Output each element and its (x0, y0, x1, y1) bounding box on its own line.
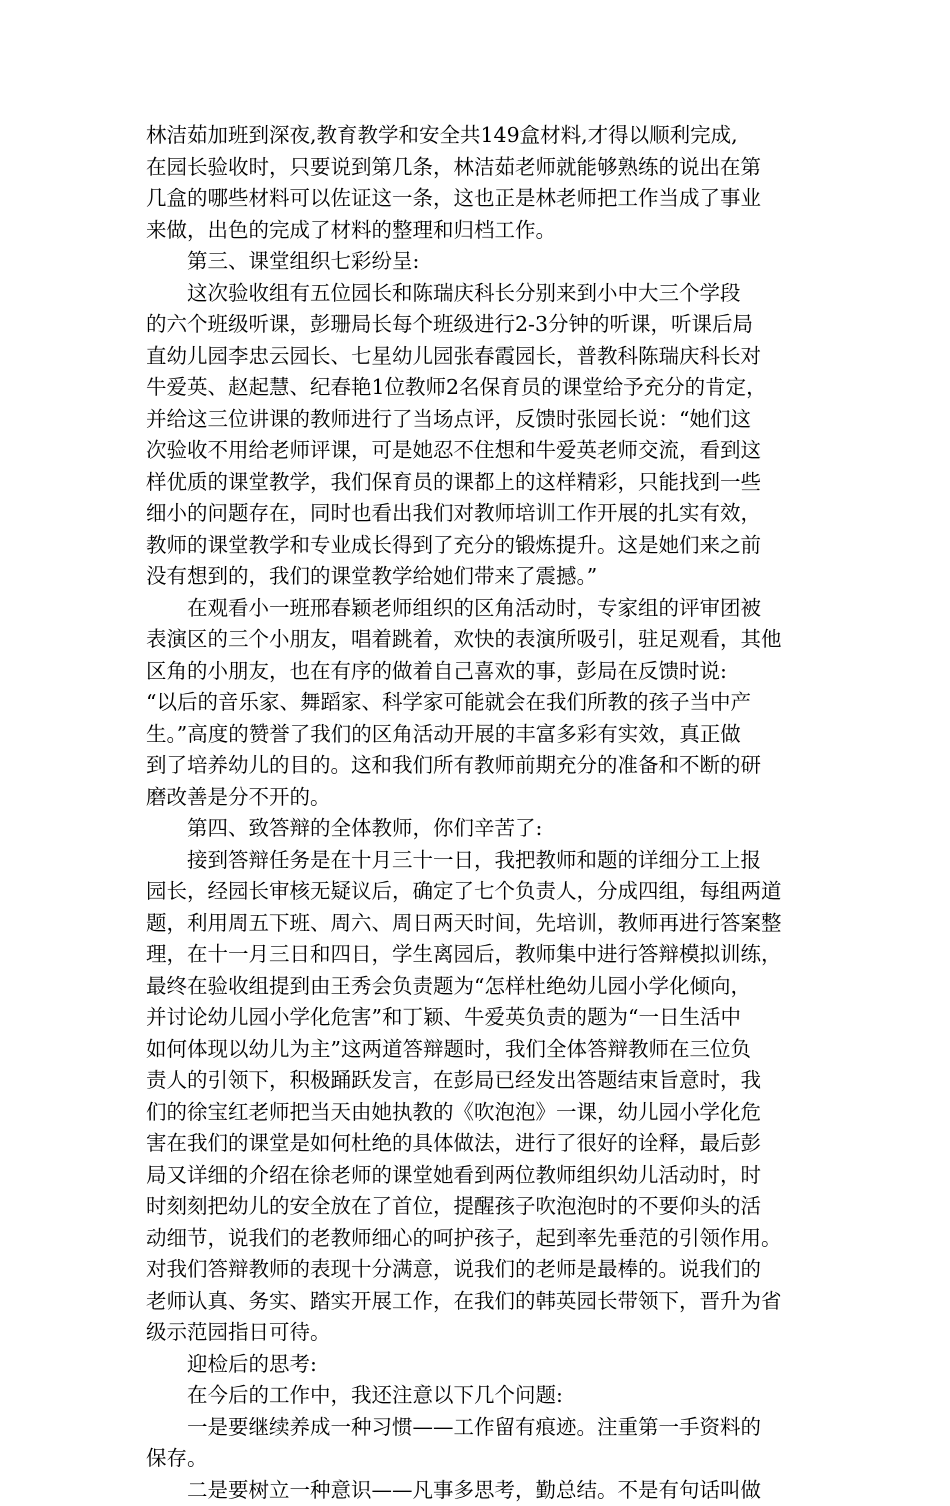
text-line: 在观看小一班邢春颖老师组织的区角活动时，专家组的评审团被 (146, 593, 816, 625)
text-line: 直幼儿园李忠云园长、七星幼儿园张春霞园长，普教科陈瑞庆科长对 (146, 341, 816, 373)
text-line: 最终在验收组提到由王秀会负责题为“怎样杜绝幼儿园小学化倾向， (146, 971, 816, 1003)
text-line: 次验收不用给老师评课，可是她忍不住想和牛爱英老师交流，看到这 (146, 435, 816, 467)
text-line: 几盒的哪些材料可以佐证这一条，这也正是林老师把工作当成了事业 (146, 183, 816, 215)
text-line: 责人的引领下，积极踊跃发言，在彭局已经发出答题结束旨意时，我 (146, 1065, 816, 1097)
text-line: 一是要继续养成一种习惯——工作留有痕迹。注重第一手资料的 (146, 1412, 816, 1444)
text-line: 细小的问题存在，同时也看出我们对教师培训工作开展的扎实有效， (146, 498, 816, 530)
text-line: 生。”高度的赞誉了我们的区角活动开展的丰富多彩有实效，真正做 (146, 719, 816, 751)
text-line: 并讨论幼儿园小学化危害”和丁颖、牛爱英负责的题为“一日生活中 (146, 1002, 816, 1034)
section-heading: 第四、致答辩的全体教师，你们辛苦了: (146, 813, 816, 845)
text-line: “以后的音乐家、舞蹈家、科学家可能就会在我们所教的孩子当中产 (146, 687, 816, 719)
text-line: 局又详细的介绍在徐老师的课堂她看到两位教师组织幼儿活动时，时 (146, 1160, 816, 1192)
text-line: 林洁茹加班到深夜,教育教学和安全共149盒材料,才得以顺利完成, (146, 120, 816, 152)
text-line: 老师认真、务实、踏实开展工作，在我们的韩英园长带领下，晋升为省 (146, 1286, 816, 1318)
document-body (146, 120, 816, 1506)
text-line: 对我们答辩教师的表现十分满意，说我们的老师是最棒的。说我们的 (146, 1254, 816, 1286)
text-line: 害在我们的课堂是如何杜绝的具体做法，进行了很好的诠释，最后彭 (146, 1128, 816, 1160)
text-line: 样优质的课堂教学，我们保育员的课都上的这样精彩，只能找到一些 (146, 467, 816, 499)
text-line: 教师的课堂教学和专业成长得到了充分的锻炼提升。这是她们来之前 (146, 530, 816, 562)
text-line: 如何体现以幼儿为主”这两道答辩题时，我们全体答辩教师在三位负 (146, 1034, 816, 1066)
text-line: 级示范园指日可待。 (146, 1317, 816, 1349)
text-line: 接到答辩任务是在十月三十一日，我把教师和题的详细分工上报 (146, 845, 816, 877)
text-line: 理，在十一月三日和四日，学生离园后，教师集中进行答辩模拟训练， (146, 939, 816, 971)
text-line: 时刻刻把幼儿的安全放在了首位，提醒孩子吹泡泡时的不要仰头的活 (146, 1191, 816, 1223)
text-line: 磨改善是分不开的。 (146, 782, 816, 814)
section-heading: 第三、课堂组织七彩纷呈: (146, 246, 816, 278)
text-line: 的六个班级听课，彭珊局长每个班级进行2-3分钟的听课，听课后局 (146, 309, 816, 341)
text-line: 没有想到的，我们的课堂教学给她们带来了震撼。” (146, 561, 816, 593)
section-heading: 迎检后的思考: (146, 1349, 816, 1381)
text-line: 表演区的三个小朋友，唱着跳着，欢快的表演所吸引，驻足观看，其他 (146, 624, 816, 656)
text-line: 保存。 (146, 1443, 816, 1475)
text-line: 在今后的工作中，我还注意以下几个问题: (146, 1380, 816, 1412)
text-line: 这次验收组有五位园长和陈瑞庆科长分别来到小中大三个学段 (146, 278, 816, 310)
text-line: 并给这三位讲课的教师进行了当场点评，反馈时张园长说：“她们这 (146, 404, 816, 436)
text-line: 们的徐宝红老师把当天由她执教的《吹泡泡》一课，幼儿园小学化危 (146, 1097, 816, 1129)
text-line: 到了培养幼儿的目的。这和我们所有教师前期充分的准备和不断的研 (146, 750, 816, 782)
text-line: 区角的小朋友，也在有序的做着自己喜欢的事，彭局在反馈时说: (146, 656, 816, 688)
text-line: 题，利用周五下班、周六、周日两天时间，先培训，教师再进行答案整 (146, 908, 816, 940)
text-line: 二是要树立一种意识——凡事多思考，勤总结。不是有句话叫做 (146, 1475, 816, 1506)
text-line: 动细节，说我们的老教师细心的呵护孩子，起到率先垂范的引领作用。 (146, 1223, 816, 1255)
text-line: 园长，经园长审核无疑议后，确定了七个负责人，分成四组，每组两道 (146, 876, 816, 908)
text-line: 在园长验收时，只要说到第几条，林洁茹老师就能够熟练的说出在第 (146, 152, 816, 184)
text-line: 牛爱英、赵起慧、纪春艳1位教师2名保育员的课堂给予充分的肯定， (146, 372, 816, 404)
text-line: 来做，出色的完成了材料的整理和归档工作。 (146, 215, 816, 247)
